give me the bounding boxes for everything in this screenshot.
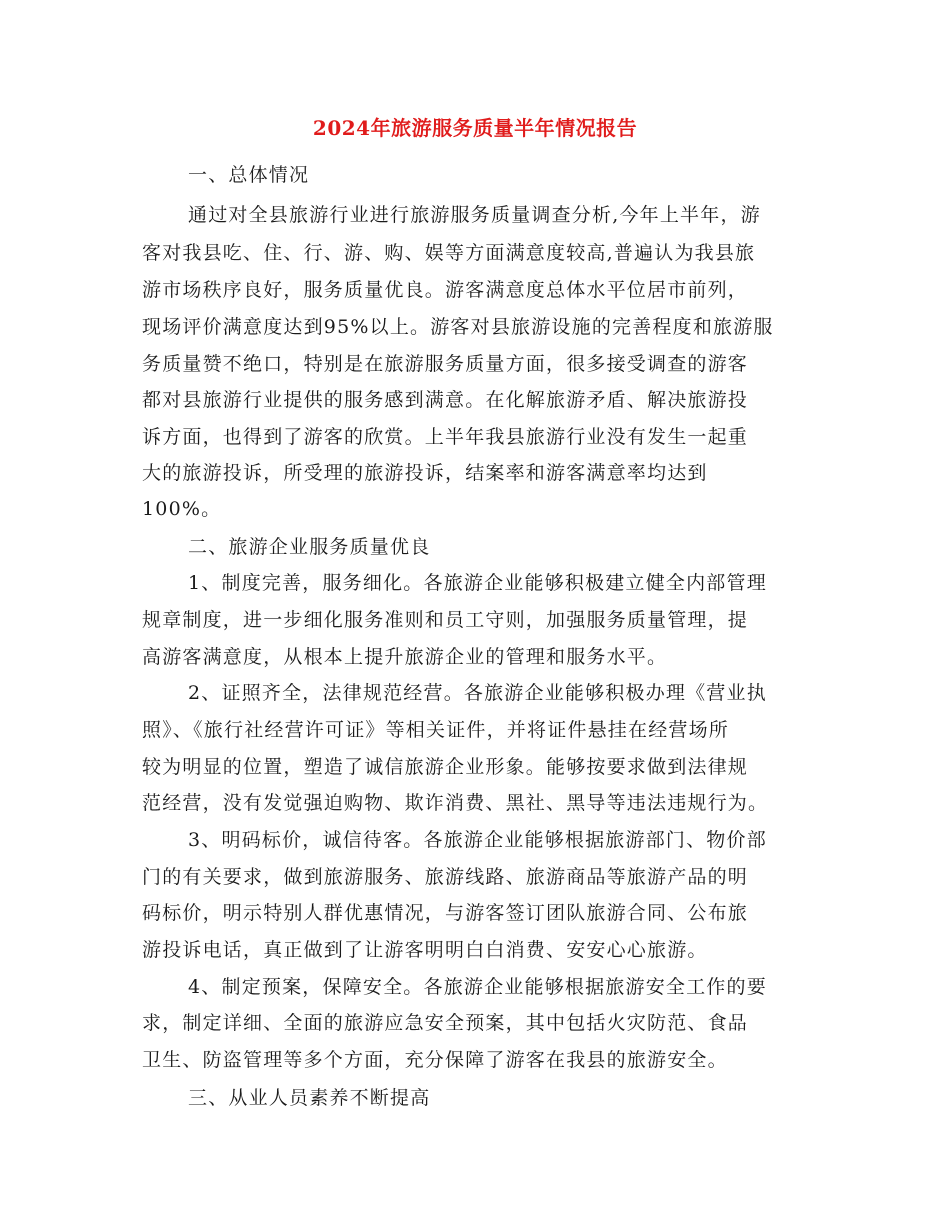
paragraph-line: 3、明码标价，诚信待客。各旅游企业能够根据旅游部门、物价部: [188, 829, 767, 851]
paragraph-line: 门的有关要求，做到旅游服务、旅游线路、旅游商品等旅游产品的明: [142, 866, 749, 888]
document-title: 2024年旅游服务质量半年情况报告: [312, 116, 638, 140]
paragraph-line: 范经营，没有发觉强迫购物、欺诈消费、黑社、黑导等违法违规行为。: [142, 792, 769, 814]
paragraph-line: 游投诉电话，真正做到了让游客明明白白消费、安安心心旅游。: [142, 939, 708, 961]
section-heading-3: 三、从业人员素养不断提高: [188, 1087, 431, 1109]
paragraph-line: 诉方面，也得到了游客的欣赏。上半年我县旅游行业没有发生一起重: [142, 426, 749, 448]
paragraph-line: 照》、《旅行社经营许可证》等相关证件，并将证件悬挂在经营场所: [142, 719, 730, 741]
paragraph-line: 较为明显的位置，塑造了诚信旅游企业形象。能够按要求做到法律规: [142, 756, 749, 778]
section-heading-1: 一、总体情况: [188, 164, 310, 186]
paragraph-line: 100%。: [142, 498, 222, 520]
paragraph-line: 现场评价满意度达到95%以上。游客对县旅游设施的完善程度和旅游服: [142, 316, 774, 338]
paragraph-line: 规章制度，进一步细化服务准则和员工守则，加强服务质量管理，提: [142, 609, 749, 631]
paragraph-line: 都对县旅游行业提供的服务感到满意。在化解旅游矛盾、解决旅游投: [142, 389, 749, 411]
paragraph-line: 务质量赞不绝口，特别是在旅游服务质量方面，很多接受调查的游客: [142, 353, 749, 375]
paragraph-line: 通过对全县旅游行业进行旅游服务质量调查分析,今年上半年，游: [188, 204, 761, 226]
paragraph-line: 码标价，明示特别人群优惠情况，与游客签订团队旅游合同、公布旅: [142, 902, 749, 924]
paragraph-line: 游市场秩序良好，服务质量优良。游客满意度总体水平位居市前列，: [142, 279, 749, 301]
paragraph-line: 1、制度完善，服务细化。各旅游企业能够积极建立健全内部管理: [188, 572, 767, 594]
paragraph-line: 高游客满意度，从根本上提升旅游企业的管理和服务水平。: [142, 646, 668, 668]
paragraph-line: 客对我县吃、住、行、游、购、娱等方面满意度较高,普遍认为我县旅: [142, 242, 756, 264]
paragraph-line: 卫生、防盗管理等多个方面，充分保障了游客在我县的旅游安全。: [142, 1049, 728, 1071]
paragraph-line: 求，制定详细、全面的旅游应急安全预案，其中包括火灾防范、食品: [142, 1012, 749, 1034]
paragraph-line: 大的旅游投诉，所受理的旅游投诉，结案率和游客满意率均达到: [142, 462, 708, 484]
section-heading-2: 二、旅游企业服务质量优良: [188, 536, 431, 558]
paragraph-line: 4、制定预案，保障安全。各旅游企业能够根据旅游安全工作的要: [188, 976, 767, 998]
paragraph-line: 2、证照齐全，法律规范经营。各旅游企业能够积极办理《营业执: [188, 682, 767, 704]
